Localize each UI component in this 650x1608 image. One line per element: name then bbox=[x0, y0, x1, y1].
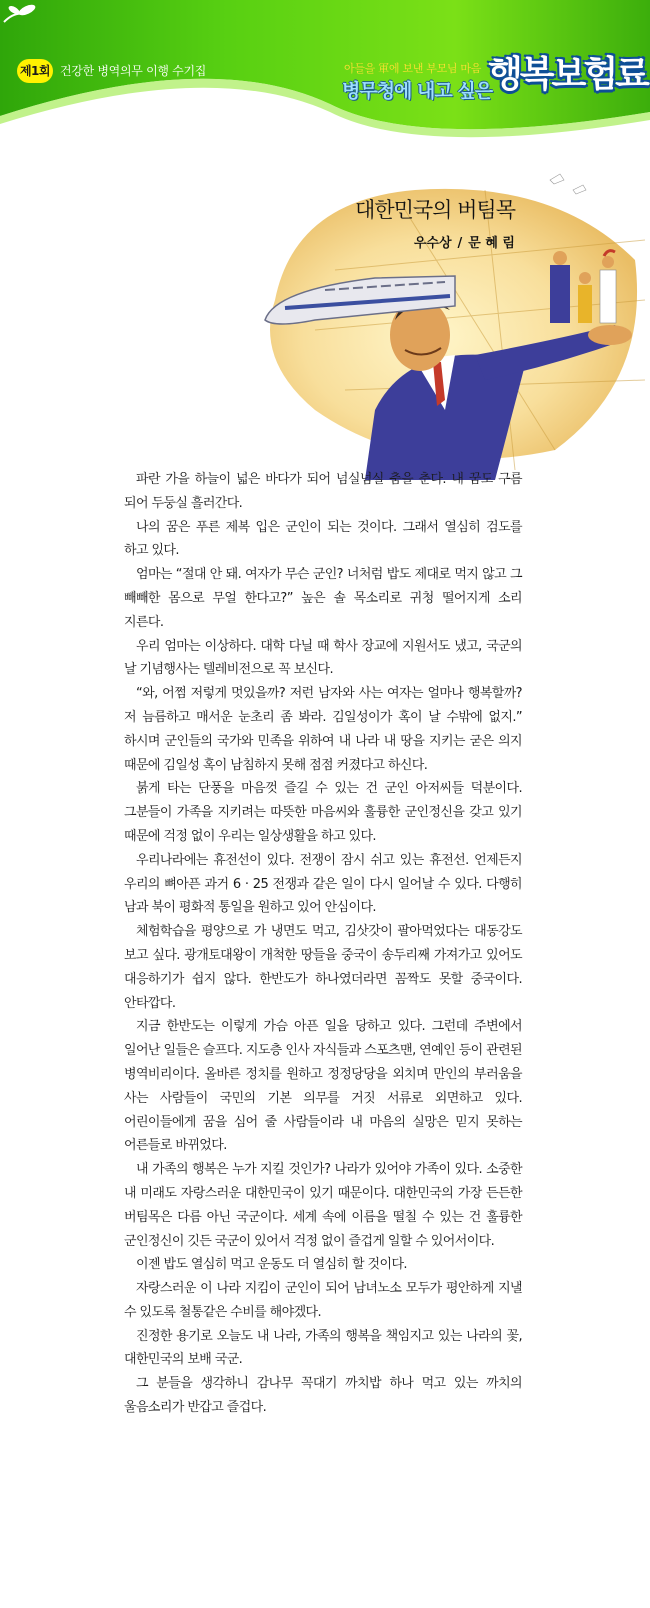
bird-icon bbox=[550, 174, 586, 194]
paragraph: 엄마는 “절대 안 돼. 여자가 무슨 군인? 너처럼 밥도 제대로 먹지 않고 그 빼빼한 몸으로 무얼 한다고?” 높은 솔 목소리로 귀청 떨어지게 소리 지른다. bbox=[124, 567, 522, 630]
kicker-text: 아들을 軍에 보낸 부모님 마음 bbox=[344, 62, 482, 75]
sprout-icon bbox=[0, 0, 40, 26]
paragraph: “와, 어쩜 저렇게 멋있을까? 저런 남자와 사는 여자는 얼마나 행복할까? 저 늠름하고 매서운 눈초리 좀 봐라. 김일성이가 혹이 날 수밖에 없지.” 하시며 군인들의 국가와 민족을 위하여 내 나라 내 땅을 지키는 굳은 의지 때문에 김일성 혹이 남침하지 못해 점점 커졌다고 하신다. bbox=[124, 686, 522, 773]
paragraph: 자랑스러운 이 나라 지킴이 군인이 되어 남녀노소 모두가 평안하게 지낼 수 있도록 철통같은 수비를 해야겠다. bbox=[124, 1281, 522, 1320]
banner-subtitle: 병무청에 내고 싶은 bbox=[342, 80, 493, 102]
paragraph: 파란 가을 하늘이 넓은 바다가 되어 넘실넘실 춤을 춘다. 내 꿈도 구름 되어 두둥실 흘러간다. bbox=[124, 472, 522, 511]
paragraph: 우리 엄마는 이상하다. 대학 다닐 때 학사 장교에 지원서도 냈고, 국군의 날 기념행사는 텔레비전으로 꼭 보신다. bbox=[124, 638, 522, 678]
paragraph: 우리나라에는 휴전선이 있다. 전쟁이 잠시 쉬고 있는 휴전선. 언제든지 우리의 뼈아픈 과거 6 · 25 전쟁과 같은 일이 다시 일어날 수 있다. 다행히 남과 북이 평화적 통일을 원하고 있어 안심이다. bbox=[124, 852, 522, 916]
man-hand bbox=[588, 325, 632, 345]
brand-title: 행복보험료 bbox=[488, 54, 647, 95]
award-label: 우수상 bbox=[413, 236, 452, 251]
header-banner bbox=[0, 0, 650, 140]
paragraph: 체험학습을 평양으로 가 냉면도 먹고, 김삿갓이 팔아먹었다는 대동강도 보고 싶다. 광개토대왕이 개척한 땅들을 중국이 송두리째 가져가고 있어도 대응하기가 쉽지 않다. 한반도가 하나였더라면 꼼짝도 못할 중국이다. 안타깝다. bbox=[124, 924, 522, 1011]
byline-separator: / bbox=[457, 236, 463, 251]
paragraph: 붉게 타는 단풍을 마음껏 즐길 수 있는 건 군인 아저씨들 덕분이다. 그분들이 가족을 지키려는 따뜻한 마음씨와 훌륭한 군인정신을 갖고 있기 때문에 걱정 없이 우리는 일상생활을 하고 있다. bbox=[124, 781, 522, 844]
issue-badge: 제1회 bbox=[17, 59, 53, 83]
author-name: 문 혜 림 bbox=[468, 236, 515, 251]
paragraph: 나의 꿈은 푸른 제복 입은 군인이 되는 것이다. 그래서 열심히 검도를 하고 있다. bbox=[124, 519, 522, 559]
article-title: 대한민국의 버팀목 bbox=[355, 198, 515, 222]
father-figure bbox=[550, 265, 570, 323]
article-body bbox=[124, 468, 522, 1420]
paragraph: 그 분들을 생각하니 감나무 꼭대기 까치밥 하나 먹고 있는 까치의 울음소리가 반갑고 즐겁다. bbox=[124, 1376, 522, 1416]
paragraph: 진정한 용기로 오늘도 내 나라, 가족의 행복을 책임지고 있는 나라의 꽃, 대한민국의 보배 국군. bbox=[124, 1328, 522, 1368]
paragraph: 지금 한반도는 이렇게 가슴 아픈 일을 당하고 있다. 그런데 주변에서 일어난 일들은 슬프다. 지도층 인사 자식들과 스포츠맨, 연예인 등이 관련된 병역비리이다. 올바른 정치를 원하고 정정당당을 외치며 만인의 부러움을 사는 사람들이 국민의 기본 의무를 거짓 서류로 외면하고 있다. 어린이들에게 꿈을 심어 줄 사람들이라 내 마음의 실망은 믿지 못하는 어른들로 바뀌었다. bbox=[124, 1019, 522, 1154]
paragraph: 이젠 밥도 열심히 먹고 운동도 더 열심히 할 것이다. bbox=[136, 1257, 407, 1273]
byline bbox=[370, 232, 515, 251]
series-title: 건강한 병역의무 이행 수기집 bbox=[60, 64, 207, 78]
paragraph: 내 가족의 행복은 누가 지킬 것인가? 나라가 있어야 가족이 있다. 소중한 내 미래도 자랑스러운 대한민국이 있기 때문이다. 대한민국의 가장 든든한 버팀목은 다름 아닌 국군이다. 세계 속에 이름을 떨칠 수 있는 건 훌륭한 군인정신이 깃든 국군이 있어서 걱정 없이 즐겁게 일할 수 있어서이다. bbox=[124, 1162, 522, 1249]
child-figure bbox=[578, 285, 592, 323]
mother-figure bbox=[600, 270, 616, 323]
